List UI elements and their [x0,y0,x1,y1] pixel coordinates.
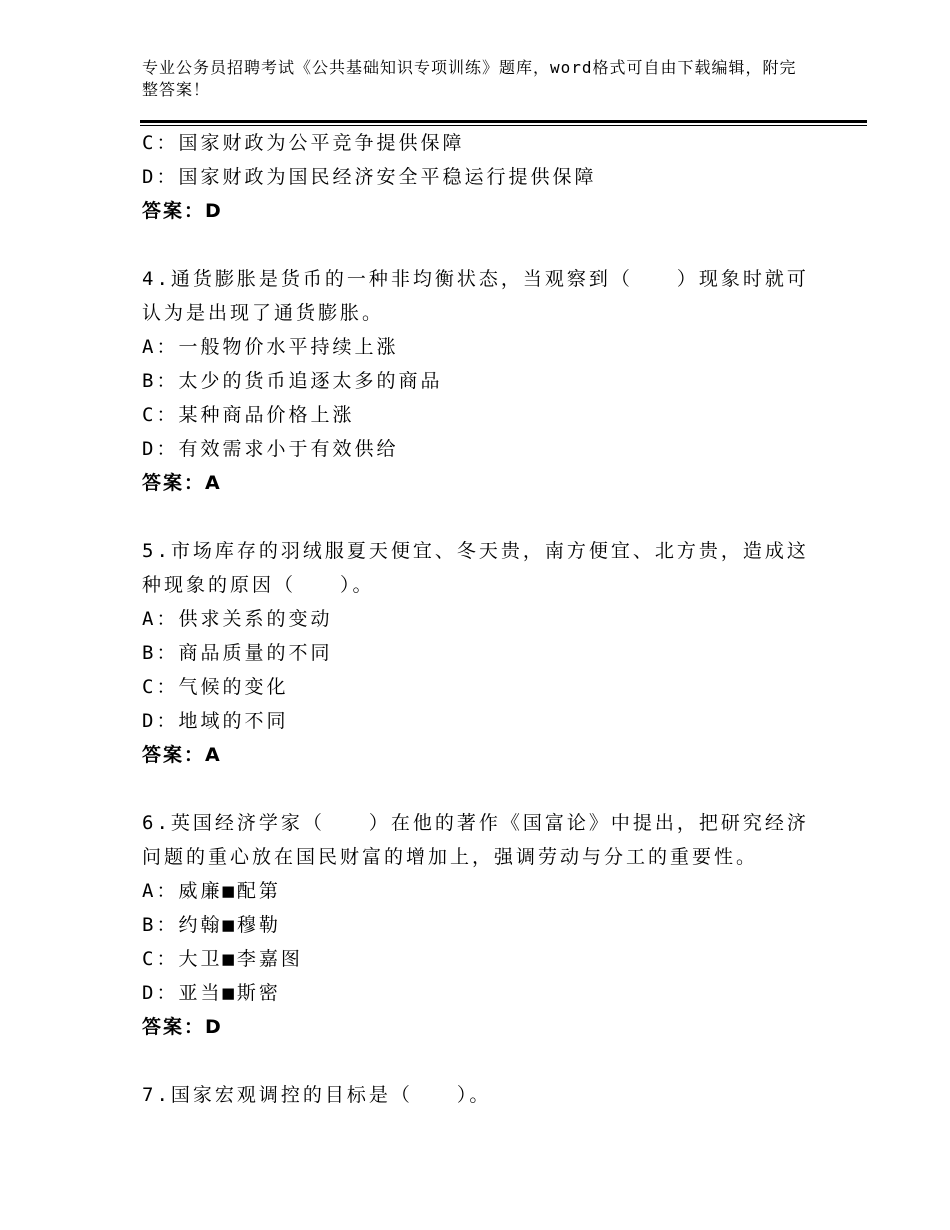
question-7 [142,1078,812,1112]
header-rule-thick [140,120,867,123]
question-6 [142,806,812,1044]
question-4 [142,262,812,500]
option-d: D：国家财政为国民经济安全平稳运行提供保障 [142,166,597,188]
option-a: A：威廉■配第 [142,880,281,902]
answer: 答案：D [142,1016,223,1038]
question-5 [142,534,812,772]
question-text: 5.市场库存的羽绒服夏天便宜、冬天贵，南方便宜、北方贵，造成这种现象的原因（ ）。 [142,540,809,596]
option-a: A：一般物价水平持续上涨 [142,336,399,358]
spacer [142,500,812,534]
question-text: 6.英国经济学家（ ）在他的著作《国富论》中提出，把研究经济问题的重心放在国民财富的增加上，强调劳动与分工的重要性。 [142,812,809,868]
question-3-continued [142,126,812,228]
question-text: 7.国家宏观调控的目标是（ ）。 [142,1084,492,1106]
answer: 答案：D [142,200,223,222]
option-c: C：气候的变化 [142,676,289,698]
spacer [142,1044,812,1078]
option-c: C：国家财政为公平竞争提供保障 [142,132,465,154]
question-text: 4.通货膨胀是货币的一种非均衡状态，当观察到（ ）现象时就可认为是出现了通货膨胀。 [142,268,809,324]
option-b: B：太少的货币追逐太多的商品 [142,370,443,392]
option-d: D：亚当■斯密 [142,982,281,1004]
option-c: C：某种商品价格上涨 [142,404,355,426]
spacer [142,772,812,806]
option-b: B：商品质量的不同 [142,642,333,664]
answer: 答案：A [142,744,222,766]
answer: 答案：A [142,472,222,494]
option-d: D：地域的不同 [142,710,289,732]
option-b: B：约翰■穆勒 [142,914,281,936]
content-body [142,126,812,1112]
spacer [142,228,812,262]
page-header: 专业公务员招聘考试《公共基础知识专项训练》题库，word格式可自由下载编辑，附完整答案！ [142,58,797,99]
option-c: C：大卫■李嘉图 [142,948,303,970]
option-d: D：有效需求小于有效供给 [142,438,399,460]
option-a: A：供求关系的变动 [142,608,333,630]
